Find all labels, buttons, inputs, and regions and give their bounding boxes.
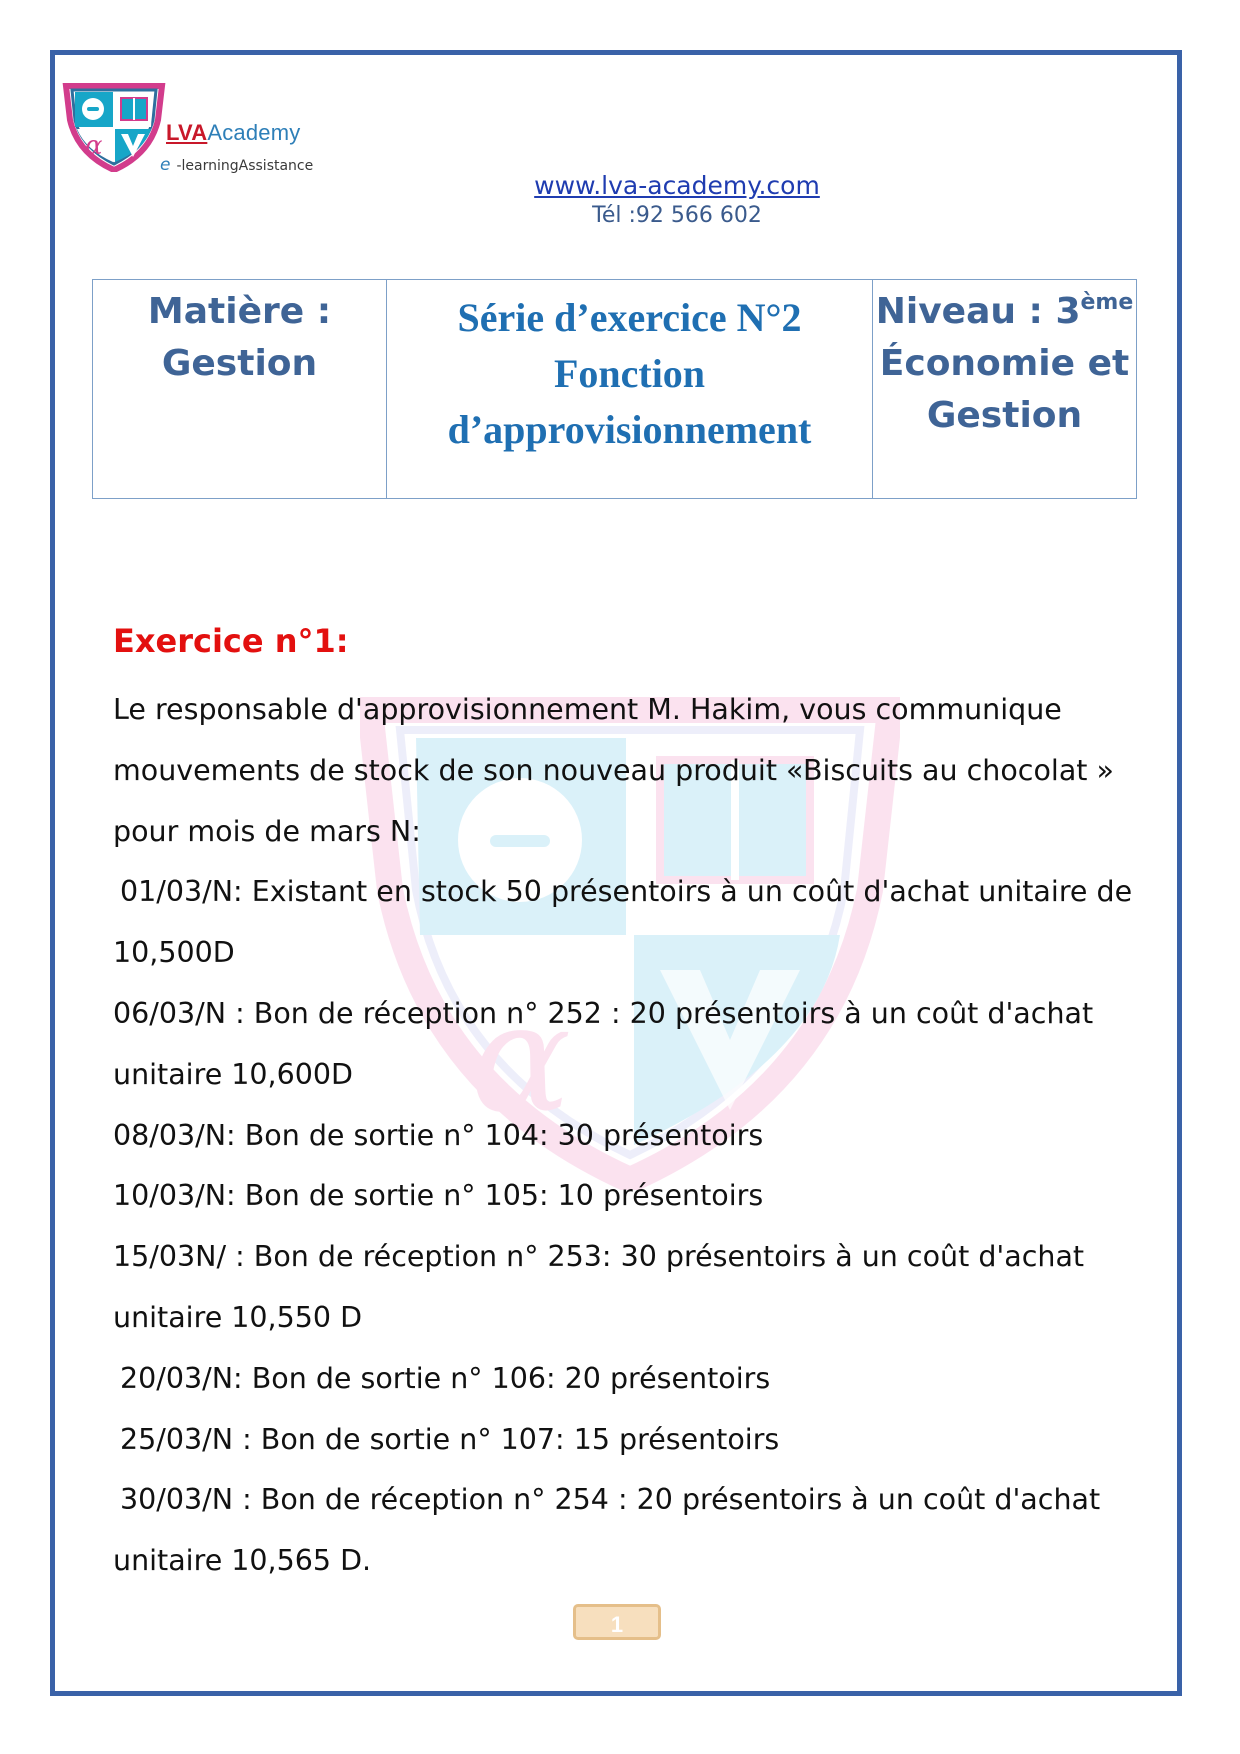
exercise-line: unitaire 10,550 D [113, 1300, 363, 1334]
brand-academy: Academy [207, 120, 301, 145]
exercise-line: 30/03/N : Bon de réception n° 254 : 20 présentoirs à un coût d'achat [120, 1483, 1101, 1517]
exercise-line: pour mois de mars N: [113, 814, 421, 848]
exercise-line: 08/03/N: Bon de sortie n° 104: 30 présentoirs [113, 1118, 764, 1152]
exercise-line: 15/03N/ : Bon de réception n° 253: 30 présentoirs à un coût d'achat [113, 1240, 1085, 1274]
level-superscript: ème [1080, 290, 1134, 315]
subject-label: Matière : [147, 291, 332, 332]
series-title: Série d’exercice N°2 [457, 295, 802, 340]
exercise-line: 10/03/N: Bon de sortie n° 105: 10 présentoirs [113, 1179, 764, 1213]
exercise-line: 01/03/N: Existant en stock 50 présentoirs à un coût d'achat unitaire de [120, 875, 1133, 909]
svg-text:α: α [470, 972, 572, 1146]
header-table [92, 279, 1137, 499]
subject-value: Gestion [161, 343, 318, 384]
svg-text:α: α [85, 131, 103, 161]
level-line-2: Économie et [879, 343, 1130, 384]
brand-name [166, 120, 300, 146]
exercise-line: unitaire 10,600D [113, 1057, 353, 1091]
level-label [873, 286, 1136, 338]
tagline-e: e [160, 155, 171, 175]
exercise-line: 10,500D [113, 936, 235, 970]
level-line-3: Gestion [926, 395, 1083, 436]
tagline-text: -learningAssistance [176, 158, 314, 174]
brand-lva: LVA [166, 120, 208, 145]
exercise-line: Le responsable d'approvisionnement M. Hakim, vous communique [113, 693, 1062, 726]
page-number: 1 [573, 1604, 661, 1640]
website-link[interactable]: www.lva-academy.com [534, 171, 820, 200]
subject-cell [93, 280, 387, 498]
level-prefix: Niveau : 3 [875, 291, 1081, 332]
exercise-line: 25/03/N : Bon de sortie n° 107: 15 présentoirs [120, 1422, 780, 1456]
exercise-title: Exercice n°1: [113, 622, 349, 660]
title-cell [387, 280, 873, 498]
series-subtitle-2: d’approvisionnement [447, 407, 812, 452]
exercise-line: unitaire 10,565 D. [113, 1544, 372, 1578]
exercise-line: 20/03/N: Bon de sortie n° 106: 20 présentoirs [120, 1361, 771, 1395]
exercise-line: mouvements de stock de son nouveau produit «Biscuits au chocolat » [113, 753, 1114, 787]
level-cell [873, 280, 1136, 498]
exercise-line: 06/03/N : Bon de réception n° 252 : 20 présentoirs à un coût d'achat [113, 996, 1094, 1030]
lva-academy-logo-icon [58, 80, 170, 172]
phone-number: Tél :92 566 602 [592, 203, 762, 228]
exercise-body [113, 680, 1133, 1592]
series-subtitle-1: Fonction [553, 351, 706, 396]
